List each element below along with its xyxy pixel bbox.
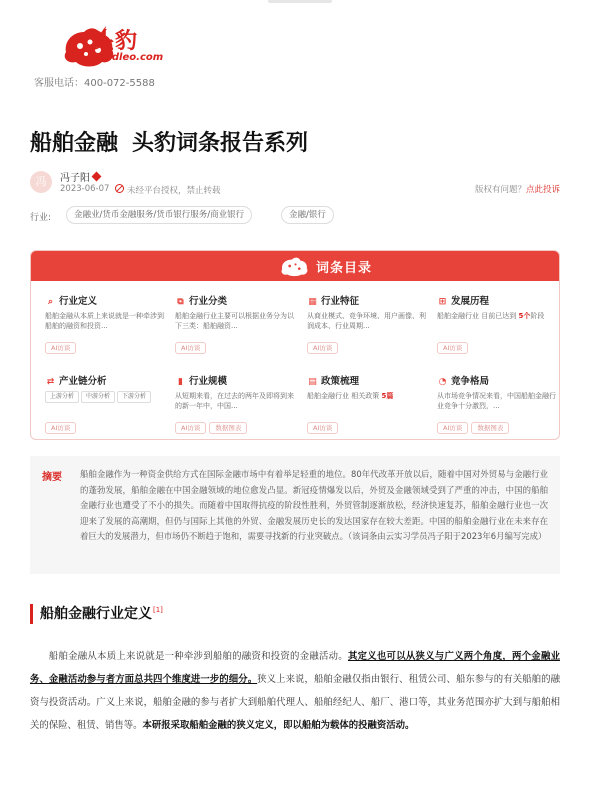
author-name[interactable]: 冯子阳 xyxy=(60,169,100,184)
catalog-item-desc: 船舶金融行业主要可以根据业务分为以下三类：船舶融资... xyxy=(175,312,294,330)
title-series: 头豹词条报告系列 xyxy=(132,131,309,156)
catalog-item-desc: 从市场竞争情况来看，中国船舶金融行业竞争十分激烈，... xyxy=(437,392,556,410)
abstract-label: 摘要 xyxy=(42,472,62,483)
industry-tag[interactable]: 金融业/货币金融服务/货币银行服务/商业银行 xyxy=(66,206,252,224)
catalog-item-desc: 船舶金融从本质上来说就是一种牵涉到船舶的融资和投资... xyxy=(45,312,164,330)
author-avatar[interactable]: 冯 xyxy=(30,171,52,193)
industry-label: 行业: xyxy=(30,213,52,223)
catalog-item-desc: 船舶金融行业 目前已达到 5个阶段 xyxy=(437,312,545,320)
industry-tag[interactable]: 金融/银行 xyxy=(281,206,334,224)
customer-service-phone: 客服电话：400-072-5588 xyxy=(34,78,155,89)
catalog-item-chips xyxy=(175,335,300,352)
logo-url[interactable]: Leadleo.com xyxy=(92,52,164,63)
catalog-title: 词条目录 xyxy=(316,261,373,276)
leopard-logo-icon xyxy=(279,255,311,277)
complaint-link[interactable]: 点此投诉 xyxy=(525,185,560,195)
top-strip xyxy=(268,0,332,3)
entry-catalog xyxy=(30,250,560,440)
catalog-item-desc: 船舶金融行业 相关政策 5篇 xyxy=(307,392,394,400)
chain-icon: ⇄ xyxy=(46,377,55,387)
definition-emphasis: 其定义也可以从狭义与广义两个角度，两个金融业务、金融活动参与者方面总共四个维度进一步的细分。 xyxy=(30,651,560,685)
catalog-item-desc: 从短期来看，在过去的两年及即将到来的新一年中，中国... xyxy=(175,392,294,410)
ai-interview-chip[interactable]: AI访谈 xyxy=(437,342,468,354)
catalog-header xyxy=(31,251,559,281)
grid-icon: ▦ xyxy=(308,297,317,307)
reference-link[interactable]: [1] xyxy=(153,606,163,615)
policy-icon: ▤ xyxy=(308,377,317,387)
catalog-item-title: ⊞ 发展历程 xyxy=(438,296,490,307)
no-repost-icon xyxy=(115,184,124,193)
catalog-item-chips xyxy=(307,415,432,432)
catalog-item[interactable] xyxy=(45,293,170,352)
ai-interview-chip[interactable]: AI访谈 xyxy=(307,342,338,354)
ai-interview-chip[interactable]: AI访谈 xyxy=(175,422,206,434)
catalog-item-title: ⇄ 产业链分析 xyxy=(46,376,107,387)
publish-date: 2023-06-07 xyxy=(60,184,110,194)
ai-interview-chip[interactable]: AI访谈 xyxy=(175,342,206,354)
ai-interview-chip[interactable]: AI访谈 xyxy=(45,342,76,354)
catalog-item[interactable] xyxy=(45,373,170,432)
catalog-item[interactable] xyxy=(437,373,560,432)
catalog-item-chips xyxy=(45,415,170,432)
catalog-item-title: ▤ 政策梳理 xyxy=(308,376,360,387)
pie-chart-icon: ◔ xyxy=(438,377,447,387)
section-title: 船舶金融行业定义[1] xyxy=(40,606,163,622)
definition-paragraph: 船舶金融从本质上来说就是一种牵涉到船舶的融资和投资的金融活动。其定义也可以从狭义与广义两个角度，两个金融业务、金融活动参与者方面总共四个维度进一步的细分。狭义上来说，船舶金融仅指由银行、租赁公司、船东参与的有关船舶的融资与投资活动。广义上来说，船舶金融的参与者扩大到船舶代理人、船舶经纪人、船厂、港口等，其业务范围亦扩大到与船舶相关的保险、租赁、销售等。本研报采取船舶金融的狭义定义，即以船舶为载体的投融资活动。 xyxy=(30,651,560,731)
data-chart-chip[interactable]: 数据图表 xyxy=(471,422,509,434)
title-topic: 船舶金融 xyxy=(30,131,119,156)
catalog-item-title: ◔ 竞争格局 xyxy=(438,376,490,387)
catalog-item-chips xyxy=(437,335,560,352)
catalog-item-title: ▦ 行业特征 xyxy=(308,296,360,307)
catalog-item-title: ⌕ 行业定义 xyxy=(45,293,170,307)
catalog-item-title: ▮ 行业规模 xyxy=(175,373,300,387)
catalog-item[interactable] xyxy=(307,293,432,352)
catalog-item[interactable] xyxy=(307,373,432,432)
catalog-item-title: ⧉ 行业分类 xyxy=(175,293,300,307)
chain-sub-tag[interactable]: 上游分析 xyxy=(45,391,79,403)
hierarchy-icon: ⧉ xyxy=(177,297,184,307)
catalog-item-chips xyxy=(437,415,560,432)
ai-interview-chip[interactable]: AI访谈 xyxy=(307,422,338,434)
catalog-item-chips xyxy=(45,335,170,352)
catalog-item-desc xyxy=(45,391,170,411)
copyright-notice: 未经平台授权，禁止转载 xyxy=(127,186,221,196)
logo-wordmark: 头豹 xyxy=(92,29,139,54)
catalog-item-desc: 从商业模式、竞争环境、用户画像、利润成本、行业周期... xyxy=(307,312,426,330)
catalog-item-chips xyxy=(307,335,432,352)
chain-sub-tag[interactable]: 中游分析 xyxy=(81,391,115,403)
abstract-box xyxy=(30,456,560,574)
catalog-item[interactable] xyxy=(175,293,300,352)
ai-interview-chip[interactable]: AI访谈 xyxy=(437,422,468,434)
data-chart-chip[interactable]: 数据图表 xyxy=(209,422,247,434)
catalog-item[interactable] xyxy=(175,373,300,432)
ai-interview-chip[interactable]: AI访谈 xyxy=(45,422,76,434)
section-marker xyxy=(30,604,33,624)
catalog-item-chips xyxy=(175,415,300,432)
definition-conclusion: 本研报采取船舶金融的狭义定义，即以船舶为载体的投融资活动。 xyxy=(142,720,415,731)
author-badge-icon xyxy=(92,172,102,182)
page-title xyxy=(30,126,308,157)
chain-sub-tag[interactable]: 下游分析 xyxy=(117,391,151,403)
abstract-text: 船舶金融作为一种资金供给方式在国际金融市场中有着举足轻重的地位。80年代改革开放以后，随着中国对外贸易与金融行业的蓬勃发展，船舶金融在中国金融领域的地位愈发凸显。新冠疫情爆发以后，外贸及金融领域受到了严重的冲击，中国的船舶金融行业也遭受了不小的损失。而随着中国取得抗疫的阶段性胜利，外贸管制逐渐放松，经济快速复苏，船舶金融行业也一次迎来了发展的高潮期，但仍与国际上其他的外贸、金融发展历史长的发达国家存在较大差距。中国的船舶金融行业在未来存在着巨大的发展潜力，但市场仍不断趋于饱和，需要寻找新的行业突破点。（该词条由云实习学员冯子阳于2023年6月编写完成） xyxy=(80,469,548,541)
catalog-item[interactable] xyxy=(437,293,560,352)
bar-chart-icon: ▮ xyxy=(178,377,183,387)
copyright-complaint: 版权有问题？点此投诉 xyxy=(474,185,560,195)
history-icon: ⊞ xyxy=(438,297,447,307)
search-icon: ⌕ xyxy=(47,297,54,307)
